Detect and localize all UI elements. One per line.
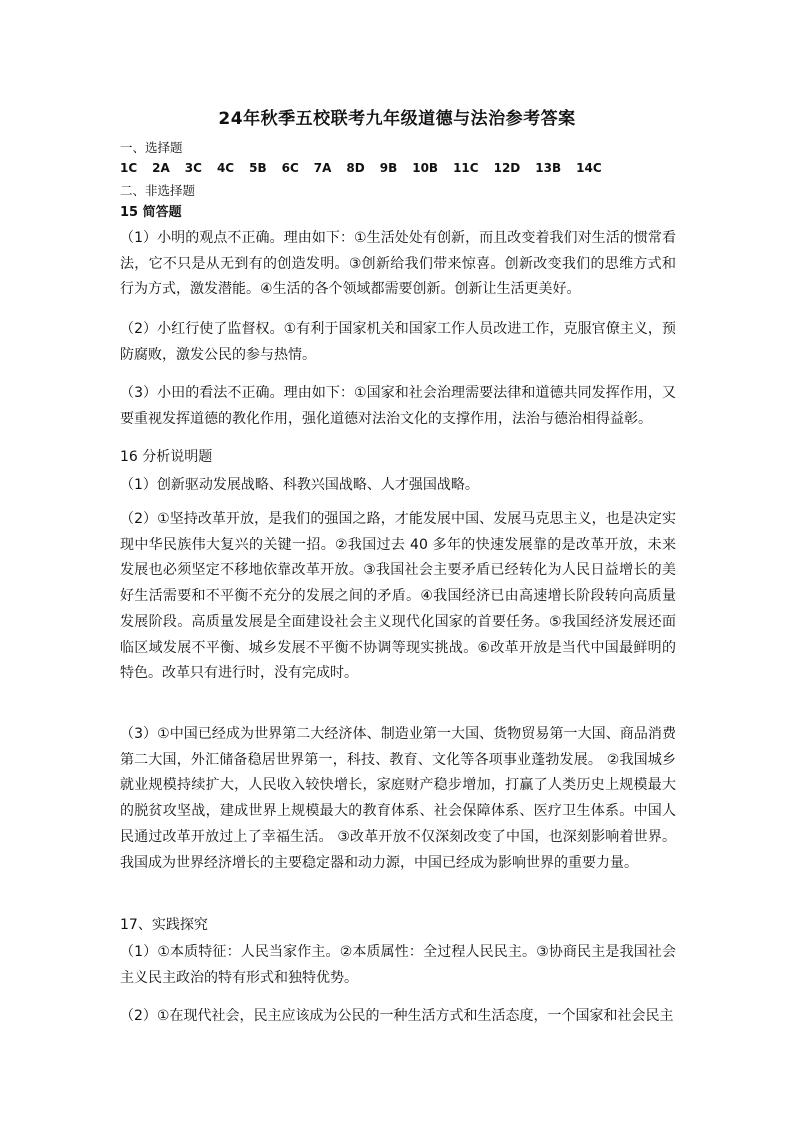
q17-answer-2: （2）①在现代社会，民主应该成为公民的一种生活方式和生活态度，一个国家和社会民主 xyxy=(120,1008,674,1024)
q15-answer-2: （2）小红行使了监督权。①有利于国家机关和国家工作人员改进工作，克服官僚主义，预防腐败，激发公民的参与热情。 xyxy=(120,321,676,363)
answer-item: 4C xyxy=(216,161,235,175)
q16-answer-2: （2）①坚持改革开放，是我们的强国之路，才能发展中国、发展马克思主义，也是决定实现中华民族伟大复兴的关键一招。②我国过去 40 多年的快速发展靠的是改革开放，未来发展也必须坚定不移地依靠改革开放。③我国社会主要矛盾已经转化为人民日益增长的美好生活需要和不平衡不充分的发展之间的矛盾。④我国经济已由高速增长阶段转向高质量发展阶段。高质量发展是全面建设社会主义现代化国家的首要任务。⑤我国经济发展还面临区域发展不平衡、城乡发展不平衡不协调等现实挑战。⑥改革开放是当代中国最鲜明的特色。改革只有进行时，没有完成时。 xyxy=(120,511,676,682)
answer-item: 6C xyxy=(281,161,299,175)
question-heading-17: 17、实践探究 xyxy=(120,917,208,933)
question-heading-16: 16 分析说明题 xyxy=(120,449,213,465)
answer-item: 3C xyxy=(184,161,202,175)
answer-item: 9B xyxy=(379,161,398,175)
q15-answer-1: （1）小明的观点不正确。理由如下：①生活处处有创新，而且改变着我们对生活的惯常看法，它不只是从无到有的创造发明。③创新给我们带来惊喜。创新改变我们的思维方式和行为方式，激发潜能。④生活的各个领域都需要创新。创新让生活更美好。 xyxy=(120,230,676,298)
question-heading-15: 15 简答题 xyxy=(120,205,182,220)
answer-item: 11C xyxy=(453,161,479,175)
q15-answer-3: （3）小田的看法不正确。理由如下：①国家和社会治理需要法律和道德共同发挥作用，又要重视发挥道德的教化作用，强化道德对法治文化的支撑作用，法治与德治相得益彰。 xyxy=(120,385,676,427)
section-heading-nonchoice: 二、非选择题 xyxy=(120,183,196,198)
q16-answer-3: （3）①中国已经成为世界第二大经济体、制造业第一大国、货物贸易第一大国、商品消费第二大国，外汇储备稳居世界第一，科技、教育、文化等各项事业蓬勃发展。 ②我国城乡就业规模持续扩大，人民收入较快增长，家庭财产稳步增加，打赢了人类历史上规模最大的脱贫攻坚战，建成世界上规模最大的教育体系、社会保障体系、医疗卫生体系。中国人民通过改革开放过上了幸福生活。 ③改革开放不仅深刻改变了中国，也深刻影响着世界。我国成为世界经济增长的主要稳定器和动力源，中国已经成为影响世界的重要力量。 xyxy=(120,726,676,871)
section-heading-choice: 一、选择题 xyxy=(120,140,183,155)
page-title: 24年秋季五校联考九年级道德与法治参考答案 xyxy=(218,109,576,129)
answer-key-row xyxy=(120,161,617,175)
answer-item: 10B xyxy=(412,161,439,175)
answer-item: 2A xyxy=(152,161,170,175)
answer-item: 14C xyxy=(576,161,602,175)
answer-item: 1C xyxy=(120,161,138,175)
answer-item: 12D xyxy=(493,161,521,175)
answer-item: 8D xyxy=(346,161,365,175)
q16-answer-1: （1）创新驱动发展战略、科教兴国战略、人才强国战略。 xyxy=(120,477,479,493)
answer-item: 7A xyxy=(313,161,332,175)
answer-item: 13B xyxy=(535,161,562,175)
answer-item: 5B xyxy=(249,161,267,175)
q17-answer-1: （1）①本质特征：人民当家作主。②本质属性：全过程人民民主。③协商民主是我国社会主义民主政治的特有形式和独特优势。 xyxy=(120,944,676,986)
